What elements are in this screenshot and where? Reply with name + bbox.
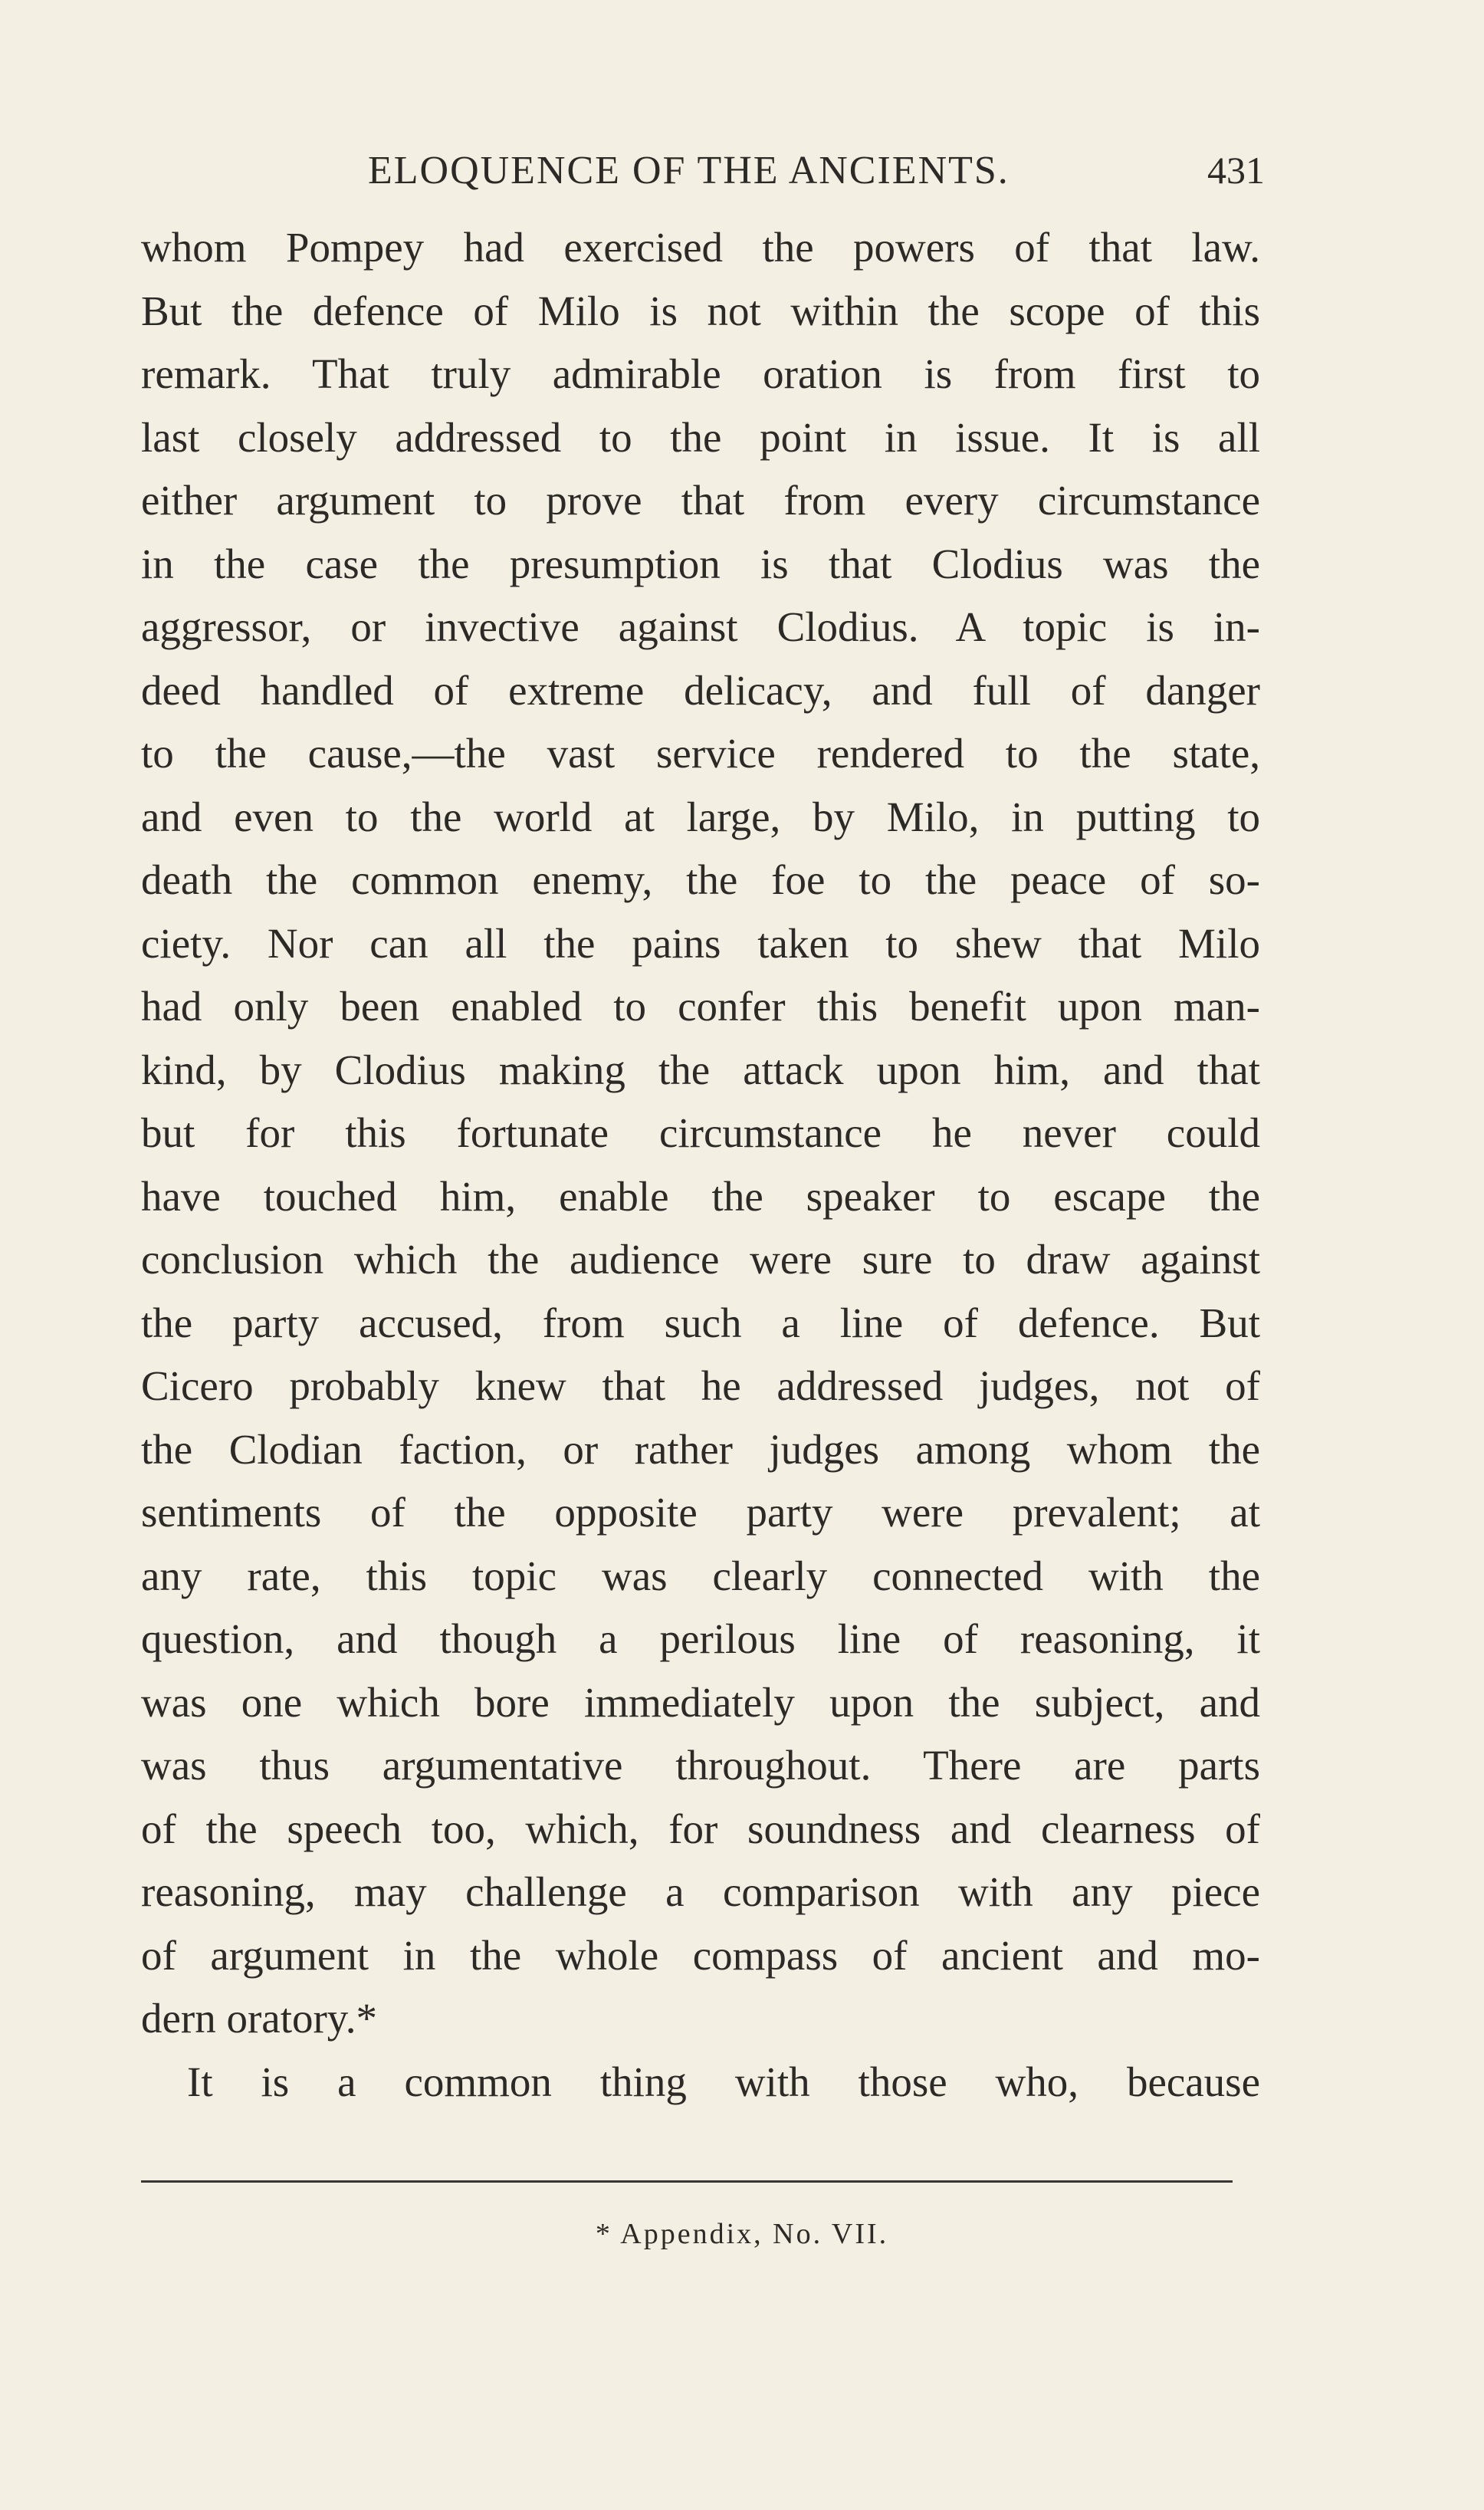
text-line: ciety. Nor can all the pains taken to shew that Milo (141, 919, 1260, 967)
text-line: conclusion which the audience were sure to draw against (141, 1236, 1260, 1283)
footnote-rule (141, 2180, 1233, 2183)
text-line: and even to the world at large, by Milo, in putting to (141, 793, 1260, 840)
page-header (138, 148, 1265, 202)
body-text (141, 216, 1260, 2114)
text-line: sentiments of the opposite party were prevalent; at (141, 1489, 1260, 1536)
text-line: question, and though a perilous line of reasoning, it (141, 1615, 1260, 1662)
paragraph-start-line: It is a common thing with those who, because (187, 2058, 1260, 2105)
text-line: was thus argumentative throughout. There are parts (141, 1742, 1260, 1789)
text-line: of argument in the whole compass of ancient and mo- (141, 1931, 1260, 1979)
text-line: the party accused, from such a line of defence. But (141, 1299, 1260, 1346)
text-line: deed handled of extreme delicacy, and full of danger (141, 666, 1260, 714)
text-line: kind, by Clodius making the attack upon him, and that (141, 1046, 1260, 1093)
text-line: but for this fortunate circumstance he never could (141, 1109, 1260, 1156)
text-line: last closely addressed to the point in issue. It is all (141, 413, 1260, 461)
text-line: have touched him, enable the speaker to escape the (141, 1172, 1260, 1220)
text-line: in the case the presumption is that Clodius was the (141, 540, 1260, 587)
text-line: was one which bore immediately upon the subject, and (141, 1678, 1260, 1726)
text-line: any rate, this topic was clearly connected with the (141, 1552, 1260, 1599)
running-head: ELOQUENCE OF THE ANCIENTS. (368, 149, 1010, 192)
text-line: aggressor, or invective against Clodius. A topic is in- (141, 603, 1260, 650)
text-line: had only been enabled to confer this benefit upon man- (141, 983, 1260, 1030)
text-line: death the common enemy, the foe to the peace of so- (141, 856, 1260, 903)
text-line: whom Pompey had exercised the powers of that law. (141, 224, 1260, 271)
text-line: Cicero probably knew that he addressed judges, not of (141, 1362, 1260, 1409)
text-line: remark. That truly admirable oration is from first to (141, 350, 1260, 397)
text-line: either argument to prove that from every circumstance (141, 477, 1260, 524)
paragraph-end-line: dern oratory.* (141, 1995, 377, 2042)
text-line: But the defence of Milo is not within the scope of this (141, 287, 1260, 334)
text-line: to the cause,—the vast service rendered to the state, (141, 730, 1260, 777)
footnote: * Appendix, No. VII. (595, 2218, 889, 2250)
page-number: 431 (1207, 149, 1265, 192)
text-line: the Clodian faction, or rather judges among whom the (141, 1425, 1260, 1473)
text-line: of the speech too, which, for soundness and clearness of (141, 1805, 1260, 1852)
text-line: reasoning, may challenge a comparison with any piece (141, 1868, 1260, 1915)
